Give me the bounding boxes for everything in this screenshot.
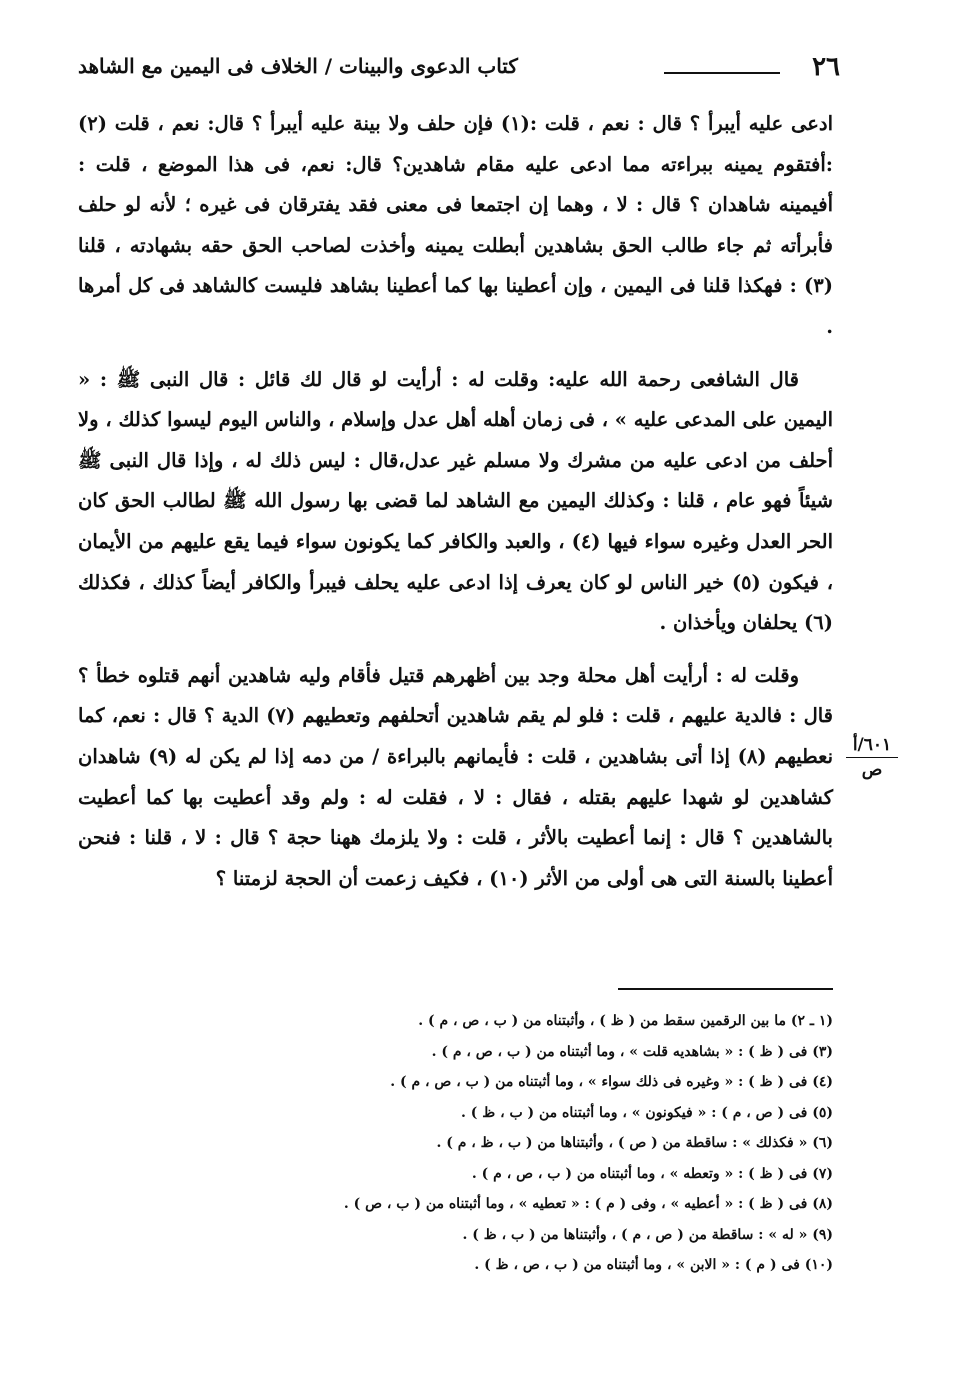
footnote-10: (١٠) فى ( م ) : « الابن » ، وما أثبتناه من ( ب ، ص ، ظ ) . (474, 1257, 833, 1273)
folio-manuscript: ص (861, 760, 883, 780)
footnote-3: (٣) فى ( ظ ) : « بشاهديه قلت » ، وما أثبتناه من ( ب ، ص ، م ) . (431, 1043, 833, 1060)
paragraph-3: وقلت له : أرأيت أهل محلة وجد بين أظهرهم قتيل فأقام وليه شاهدين أنهم قتلوه خطأ ؟ قال : فالدية عليهم ، قلت : فلو لم يقم شاهدين أتحلفهم وتعطيهم (٧) الدية ؟ قال : نعم، كما نعطيهم (٨) إذا أتى بشاهدين ، قلت : فأيمانهم بالبراءة / من دمه إذا لم يكن له (٩) شاهدان كشاهدين لو شهدا عليهم بقتله ، فقال : لا ، فقلت له : ولم وقد أعطيت بها كما أعطيت بالشاهدين ؟ قال : إنما أعطيت بالأثر ، قلت : ولا يلزمك ههنا حجة ؟ قال : لا ، قلنا : فنحن أعطينا بالسنة التى هى أولى من الأثر (١٠) ، فكيف زعمت أن الحجة لزمتنا ؟ (78, 663, 833, 890)
footnote-9: (٩) « له » : ساقطة من ( ص ، م ) ، وأثبتناها من ( ب ، ظ ) . (462, 1226, 833, 1243)
header-rule (664, 72, 780, 74)
footnote-6: (٦) « فكذلك » : ساقطة من ( ص ) ، وأثبتناها من ( ب ، ظ ، م ) . (436, 1135, 833, 1151)
footnote-1-2: (١ ـ ٢) ما بين الرقمين سقط من ( ظ ) ، وأثبتناه من ( ب ، ص ، م ) . (418, 1013, 833, 1029)
main-text (78, 104, 833, 899)
paragraph-2-text: رحمة الله عليه: وقلت له : أرأيت لو قال لك قائل : قال النبى ﷺ : « اليمين على المدعى عليه » ، فى زمان أهله أهل عدل وإسلام ، والناس اليوم ليسوا كذلك ، ولا أحلف من ادعى عليه من مشرك ولا مسلم غير عدل،قال : ليس ذلك له ، وإذا قال النبى ﷺ شيئاً فهو عام ، قلنا : وكذلك اليمين مع الشاهد لما قضى بها رسول الله ﷺ لطالب الحق كان الحر العدل وغيره سواء فيها (٤) ، والعبد والكافر كما يكونون سواء فيما يقع عليهم من الأيمان ، فيكون (٥) خير الناس لو كان يعرف إذا ادعى عليه يحلف فيبرأ والكافر أيضاً كذلك ، فكذلك (٦) يحلفان ويأخذان . (78, 367, 834, 635)
footnote-separator (618, 988, 833, 990)
paragraph-2-lead: قال الشافعى (690, 367, 799, 391)
footnote-7: (٧) فى ( ظ ) : « وتعطه » ، وما أثبتناه من ( ب ، ص ، م ) . (471, 1165, 833, 1182)
manuscript-folio-ref (846, 735, 898, 780)
paragraph-2 (78, 360, 833, 644)
paragraph-1: ادعى عليه أيبرأ ؟ قال : نعم ، قلت :(١) فإن حلف ولا بينة عليه أيبرأ ؟ قال: نعم ، قلت (٢) :أفتقوم يمينه ببراءته مما ادعى عليه مقام شاهدين؟ قال: نعم، فى هذا الموضع ، قلت : أفيمينه شاهدان ؟ قال : لا ، وهما إن اجتمعا فى معنى فقد يفترقان فى غيره ؛ لأنه لو حلف فأبرأته ثم جاء طالب الحق بشاهدين أبطلت يمينه وأخذت لصاحب الحق حقه بشهادته ، قلنا (٣) : فهكذا قلنا فى اليمين ، وإن أعطينا بها كما أعطينا بشاهد فليست كالشاهد فى كل أمرها . (78, 112, 833, 338)
footnotes (100, 1006, 833, 1281)
page-number: ٢٦ (812, 52, 840, 82)
footnote-8: (٨) فى ( ظ ) : « أعطيه » ، وفى ( م ) : « تعطيه » ، وما أثبتناه من ( ب ، ص ) . (343, 1196, 833, 1212)
folio-number: ٦٠١/أ (846, 735, 898, 758)
footnote-4: (٤) فى ( ظ ) : « وغيره فى ذلك سواء » ، وما أثبتناه من ( ب ، ص ، م ) . (390, 1074, 833, 1090)
footnote-5: (٥) فى ( ص ، م ) : « فيكونون » ، وما أثبتناه من ( ب ، ظ ) . (461, 1104, 833, 1121)
page-header (78, 52, 840, 92)
running-title: كتاب الدعوى والبينات / الخلاف فى اليمين مع الشاهد (78, 54, 518, 78)
